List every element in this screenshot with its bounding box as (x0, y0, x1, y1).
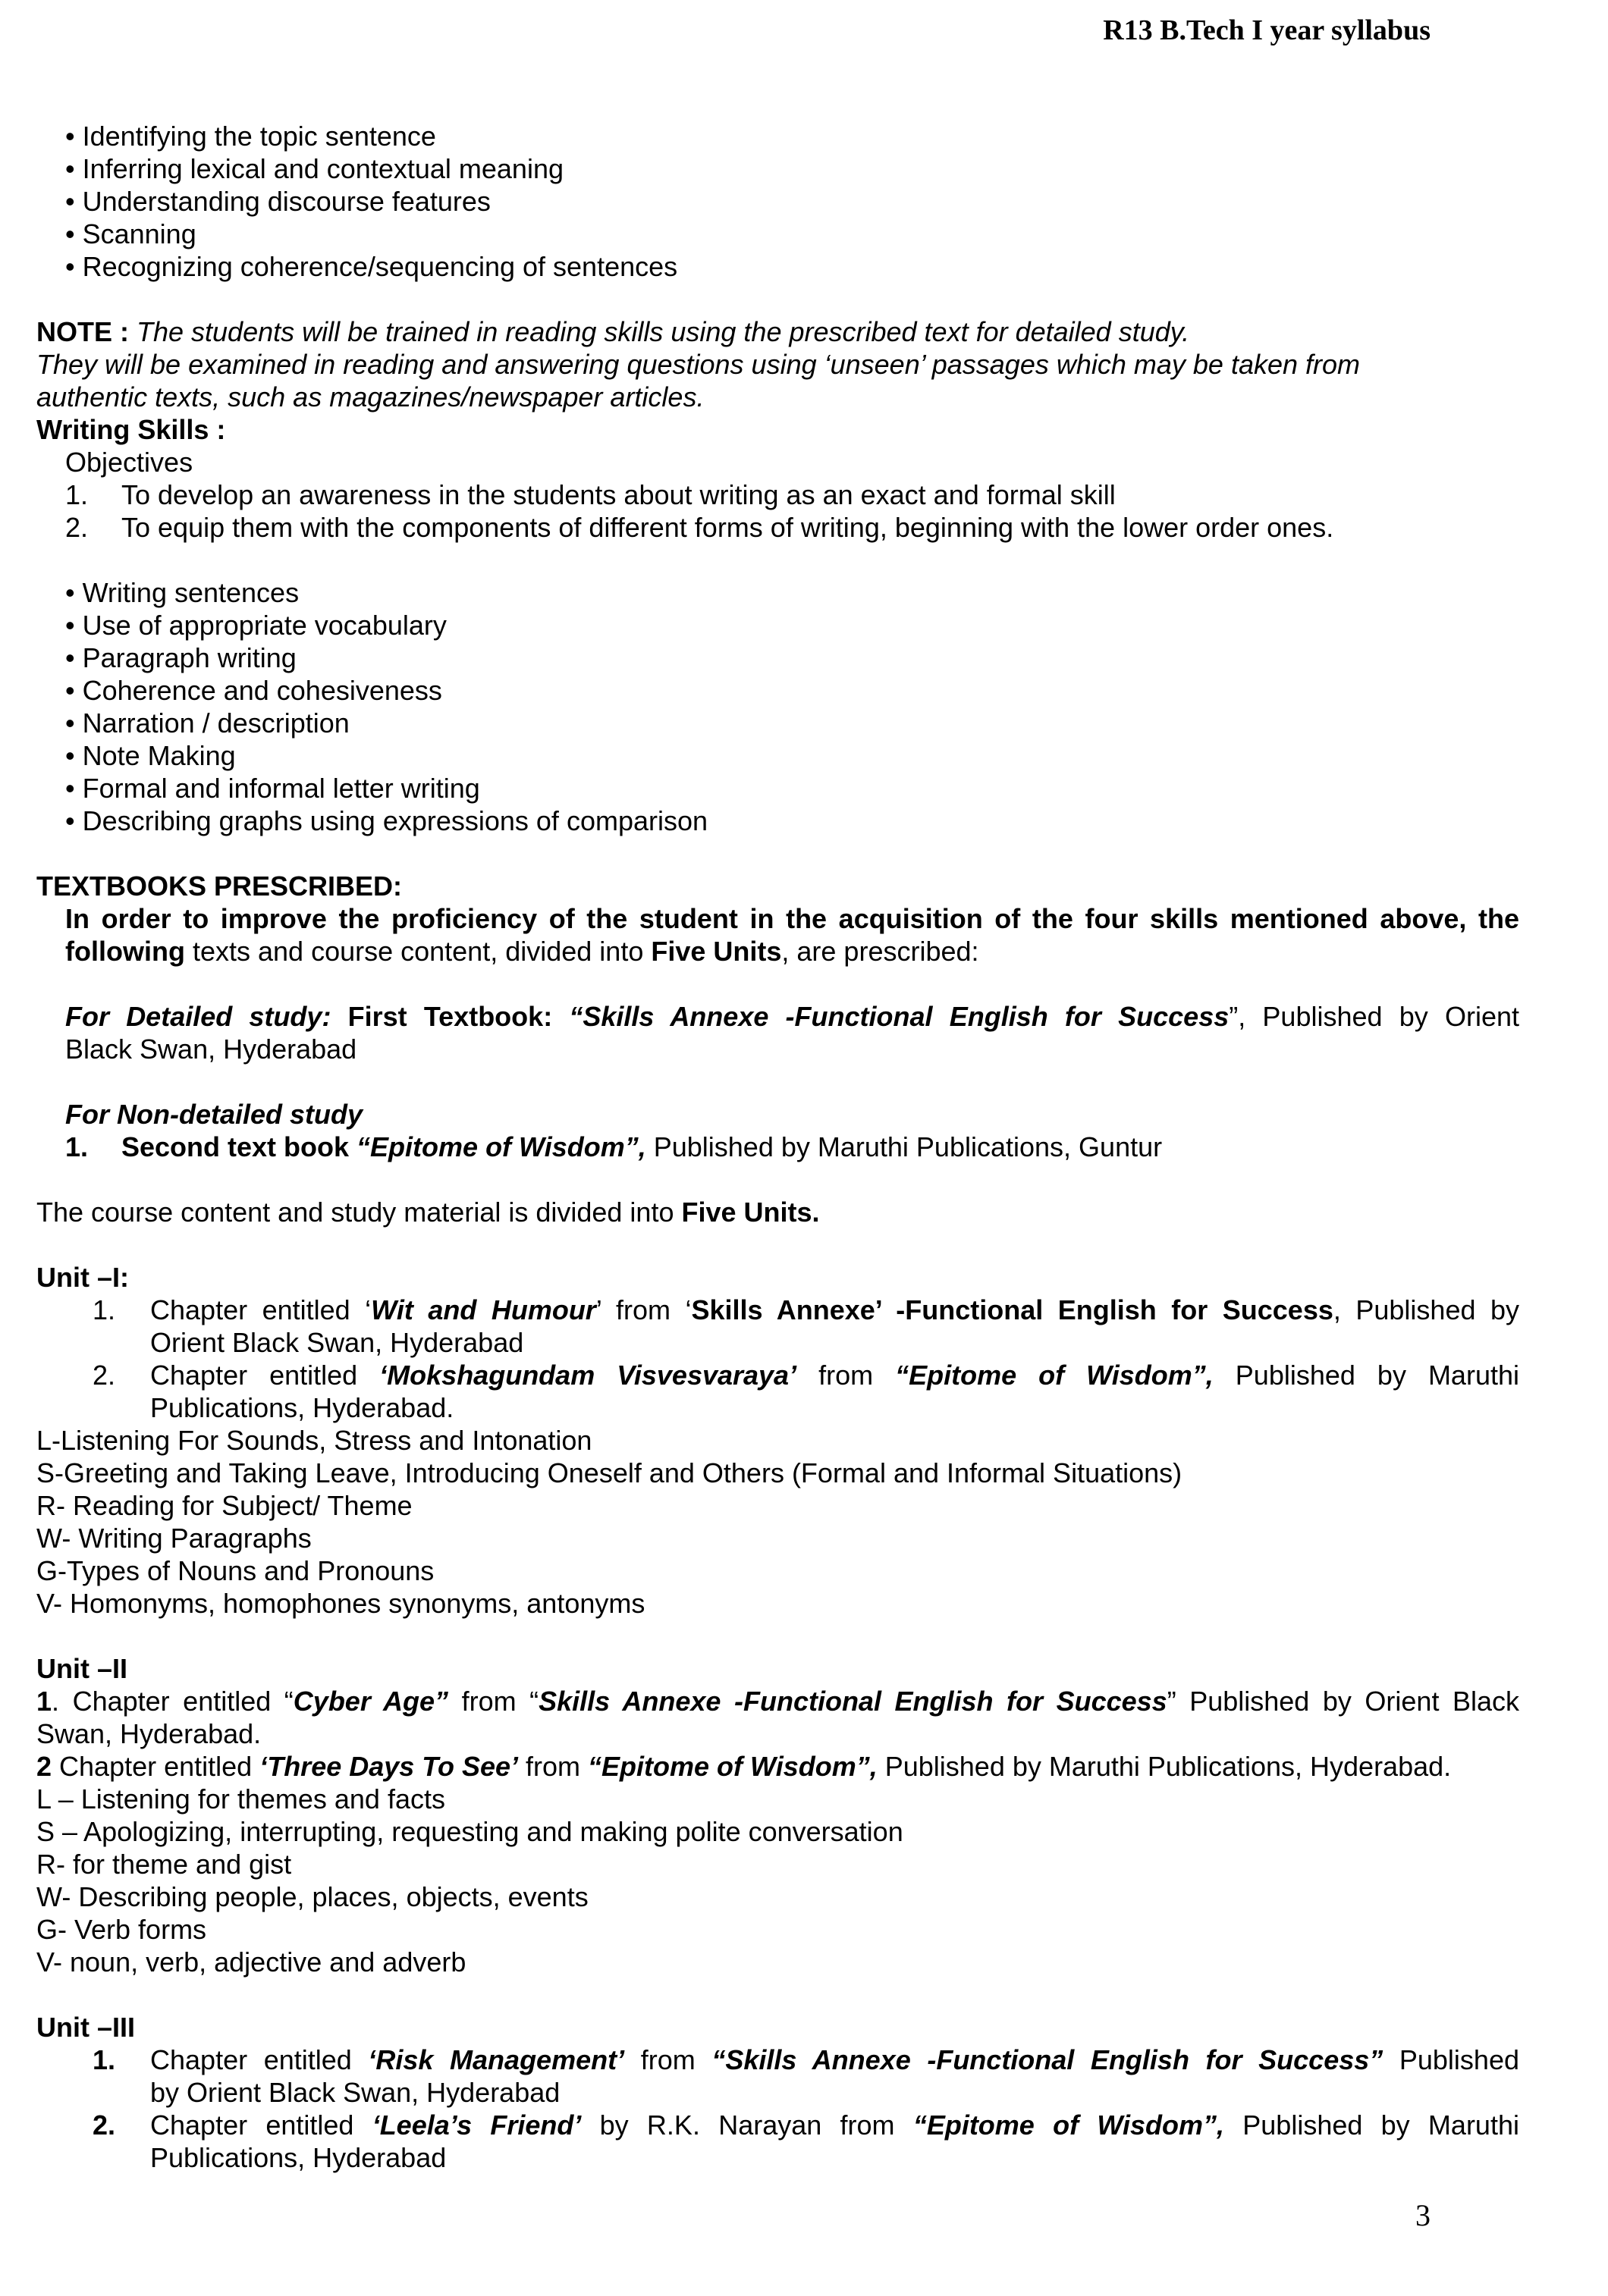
unit-2-item: V- noun, verb, adjective and adverb (36, 1946, 466, 1978)
unit-2-item: L – Listening for themes and facts (36, 1783, 445, 1815)
writing-bullet: • Coherence and cohesiveness (65, 675, 442, 706)
unit-2-chapter: 2 Chapter entitled ‘Three Days To See’ from “Epitome of Wisdom”, Published by Maruthi Publications, Hyderabad. (36, 1751, 1452, 1782)
unit-1-heading: Unit –I: (36, 1262, 129, 1293)
textbooks-intro: In order to improve the proficiency of the student in the acquisition of the four skills mentioned above, the (65, 903, 1519, 934)
writing-bullet: • Narration / description (65, 707, 350, 739)
note-label: NOTE : (36, 316, 137, 347)
nondetailed-item: 1. Second text book “Epitome of Wisdom”, Published by Maruthi Publications, Guntur (65, 1131, 1163, 1162)
unit-2-item: W- Describing people, places, objects, events (36, 1881, 589, 1912)
unit-1-item: W- Writing Paragraphs (36, 1523, 312, 1554)
reading-bullet: • Recognizing coherence/sequencing of sentences (65, 251, 678, 282)
reading-bullet: • Scanning (65, 218, 196, 249)
objective-item: 1. To develop an awareness in the students about writing as an exact and formal skill (65, 479, 1116, 510)
unit-2-chapter: 1. Chapter entitled “Cyber Age” from “Skills Annexe -Functional English for Success” Published by Orient Black (36, 1686, 1520, 1717)
document-page (36, 0, 1519, 2296)
page-content (36, 120, 1519, 2174)
objective-item: 2. To equip them with the components of different forms of writing, beginning with the lower order ones. (65, 512, 1334, 543)
writing-bullet: • Paragraph writing (65, 642, 297, 673)
note-line (36, 315, 1519, 348)
unit-1-item: R- Reading for Subject/ Theme (36, 1490, 413, 1521)
writing-bullet: • Formal and informal letter writing (65, 773, 480, 804)
note-line: They will be examined in reading and answering questions using ‘unseen’ passages which may be taken from (36, 349, 1361, 380)
writing-bullet: • Note Making (65, 740, 236, 771)
nondetailed-label: For Non-detailed study (65, 1099, 363, 1130)
unit-1-item: G-Types of Nouns and Pronouns (36, 1555, 435, 1586)
unit-1-item: S-Greeting and Taking Leave, Introducing Oneself and Others (Formal and Informal Situations) (36, 1457, 1182, 1488)
detailed-study: Black Swan, Hyderabad (65, 1034, 357, 1065)
writing-skills-heading: Writing Skills : (36, 414, 226, 445)
reading-bullet: • Identifying the topic sentence (65, 121, 436, 152)
course-content-line: The course content and study material is divided into Five Units. (36, 1197, 820, 1228)
writing-bullet: • Use of appropriate vocabulary (65, 610, 447, 641)
unit-3-chapter: 1. Chapter entitled ‘Risk Management’ from “Skills Annexe -Functional English for Success” Published by Orient Black Swan, Hyderabad (93, 2044, 1519, 2108)
writing-bullet: • Writing sentences (65, 577, 300, 608)
note-line: authentic texts, such as magazines/newspaper articles. (36, 381, 705, 412)
reading-bullet: • Understanding discourse features (65, 186, 491, 217)
unit-2-heading: Unit –II (36, 1653, 128, 1684)
unit-1-chapter: 2. Chapter entitled ‘Mokshagundam Visvesvaraya’ from “Epitome of Wisdom”, Published by Maruthi Publications, Hyderabad. (93, 1360, 1519, 1423)
unit-2-item: G- Verb forms (36, 1914, 207, 1945)
note-text: The students will be trained in reading skills using the prescribed text for detailed study. (137, 316, 1190, 347)
unit-1-item: L-Listening For Sounds, Stress and Intonation (36, 1425, 592, 1456)
unit-3-heading: Unit –III (36, 2012, 136, 2043)
objectives-label: Objectives (65, 447, 193, 478)
unit-2-item: R- for theme and gist (36, 1849, 292, 1880)
textbooks-heading: TEXTBOOKS PRESCRIBED: (36, 870, 403, 902)
page-header: R13 B.Tech I year syllabus (1103, 14, 1431, 46)
unit-1-item: V- Homonyms, homophones synonyms, antonyms (36, 1588, 645, 1619)
unit-2-item: S – Apologizing, interrupting, requesting and making polite conversation (36, 1816, 903, 1847)
writing-bullet: • Describing graphs using expressions of comparison (65, 805, 708, 836)
unit-1-chapter: 1. Chapter entitled ‘Wit and Humour’ from ‘Skills Annexe’ -Functional English for Success, Published by Orient Black Swan, Hyderabad (93, 1294, 1520, 1358)
textbooks-intro: following texts and course content, divided into Five Units, are prescribed: (65, 936, 979, 967)
page-number: 3 (1415, 2198, 1431, 2232)
reading-bullet: • Inferring lexical and contextual meaning (65, 153, 564, 184)
unit-2-chapter: Swan, Hyderabad. (36, 1718, 262, 1749)
detailed-study: For Detailed study: First Textbook: “Skills Annexe -Functional English for Success”, Published by Orient (65, 1001, 1519, 1032)
unit-3-chapter: 2. Chapter entitled ‘Leela’s Friend’ by R.K. Narayan from “Epitome of Wisdom”, Published by Maruthi Publications, Hyderabad (93, 2109, 1519, 2173)
